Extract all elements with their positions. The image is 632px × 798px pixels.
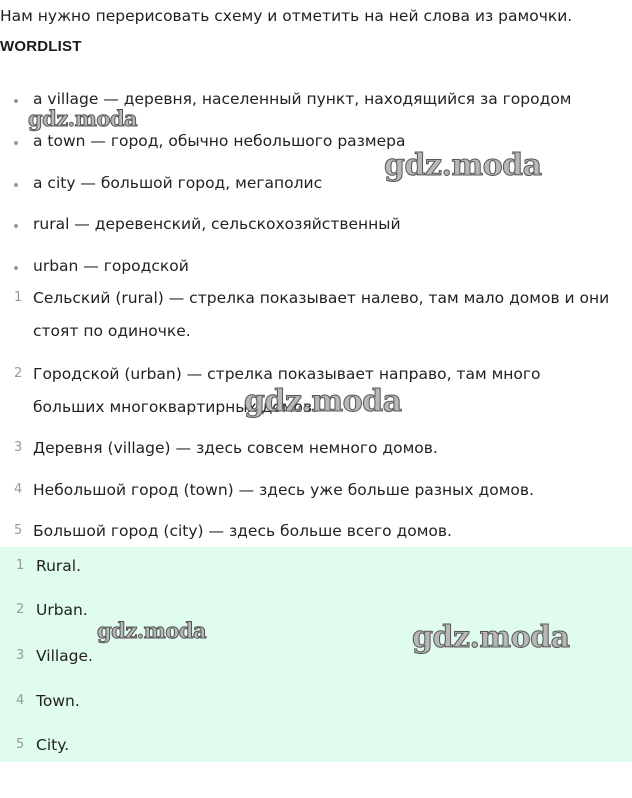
- step-text: Сельский (rural) — стрелка показывает налево, там мало домов и они стоят по одиночке.: [33, 289, 610, 340]
- step-number: 2: [14, 366, 23, 381]
- wordlist-heading: WORDLIST: [0, 38, 82, 55]
- step-text: Небольшой город (town) — здесь уже больше разных домов.: [33, 481, 534, 499]
- answer-text: City.: [36, 736, 70, 754]
- bullet-icon: [14, 224, 18, 228]
- wordlist-item-text: a city — большой город, мегаполис: [33, 174, 323, 192]
- wordlist-item-text: a town — город, обычно небольшого размера: [33, 132, 406, 150]
- bullet-icon: [14, 183, 18, 187]
- answer-number: 1: [16, 558, 25, 573]
- answer-number: 2: [16, 602, 25, 617]
- step-number: 3: [14, 440, 23, 455]
- intro-text: Нам нужно перерисовать схему и отметить на ней слова из рамочки.: [0, 7, 573, 25]
- answer-text: Urban.: [36, 601, 88, 619]
- answer-text: Rural.: [36, 557, 82, 575]
- answer-number: 3: [16, 648, 25, 663]
- wordlist-item-text: a village — деревня, населенный пункт, находящийся за городом: [33, 90, 572, 108]
- step-number: 4: [14, 482, 23, 497]
- answer-number: 5: [16, 737, 25, 752]
- bullet-icon: [14, 266, 18, 270]
- step-number: 5: [14, 523, 23, 538]
- step-number: 1: [14, 290, 23, 305]
- watermark: gdz.moda: [28, 106, 138, 131]
- bullet-icon: [14, 99, 18, 103]
- step-text: Городской (urban) — стрелка показывает направо, там много больших многоквартирных домов.: [33, 365, 541, 416]
- wordlist-item-text: urban — городской: [33, 257, 189, 275]
- watermark: gdz.moda: [412, 620, 570, 655]
- watermark: gdz.moda: [384, 148, 542, 183]
- bullet-icon: [14, 141, 18, 145]
- watermark: gdz.moda: [97, 618, 207, 643]
- watermark: gdz.moda: [244, 384, 402, 419]
- answer-text: Village.: [36, 647, 93, 665]
- step-text: Деревня (village) — здесь совсем немного домов.: [33, 439, 438, 457]
- answer-text: Town.: [36, 692, 80, 710]
- wordlist-item-text: rural — деревенский, сельскохозяйственный: [33, 215, 401, 233]
- answer-number: 4: [16, 693, 25, 708]
- step-text: Большой город (city) — здесь больше всего домов.: [33, 522, 452, 540]
